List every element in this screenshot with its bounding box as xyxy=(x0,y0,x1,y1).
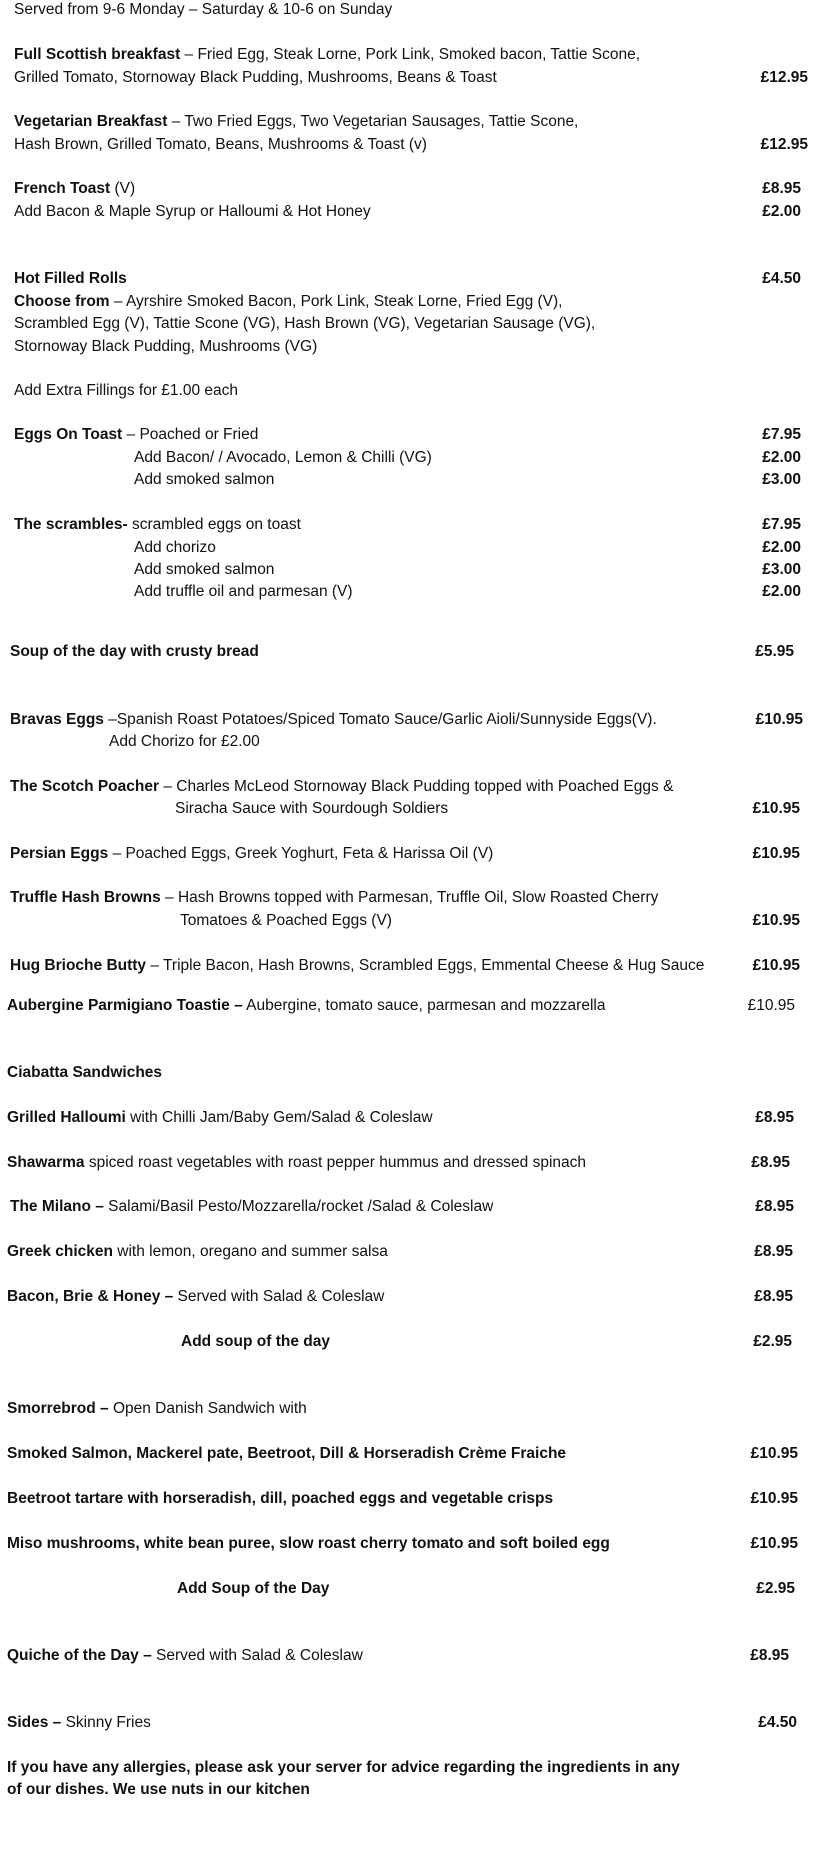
menu-item-persian-eggs xyxy=(10,844,493,864)
item-name: Bacon, Brie & Honey – xyxy=(7,1288,174,1305)
item-description: with Chilli Jam/Baby Gem/Salad & Coleslaw xyxy=(125,1109,433,1126)
item-description: – Ayrshire Smoked Bacon, Pork Link, Steak Lorne, Fried Egg (V), xyxy=(109,293,563,310)
menu-item-scrambles xyxy=(14,515,301,535)
item-price: £12.95 xyxy=(760,69,808,86)
rolls-extra-fillings: Add Extra Fillings for £1.00 each xyxy=(14,382,239,399)
menu-item-quiche xyxy=(7,1646,363,1666)
item-description: scrambled eggs on toast xyxy=(127,516,301,533)
item-name: The Scotch Poacher xyxy=(10,778,160,795)
menu-item-eggs-on-toast xyxy=(14,425,258,445)
item-description: –Spanish Roast Potatoes/Spiced Tomato Sauce/Garlic Aioli/Sunnyside Eggs(V). xyxy=(103,711,657,728)
item-addon: Add truffle oil and parmesan (V) xyxy=(134,583,353,600)
addon-price: £2.00 xyxy=(762,539,801,556)
item-price: £5.95 xyxy=(755,643,794,660)
menu-item-hug-brioche xyxy=(10,956,704,976)
item-price: £10.95 xyxy=(752,845,800,862)
item-description: – Charles McLeod Stornoway Black Pudding topped with Poached Eggs & xyxy=(159,778,674,795)
item-description-line: Scrambled Egg (V), Tattie Scone (VG), Hash Brown (VG), Vegetarian Sausage (VG), xyxy=(14,315,596,332)
menu-item-bravas-eggs xyxy=(10,710,657,730)
item-description: – Hash Browns topped with Parmesan, Truffle Oil, Slow Roasted Cherry xyxy=(160,889,659,906)
item-name: Quiche of the Day – xyxy=(7,1647,152,1664)
item-price: £8.95 xyxy=(754,1243,793,1260)
item-description-line: Stornoway Black Pudding, Mushrooms (VG) xyxy=(14,338,318,355)
item-name: French Toast xyxy=(14,180,111,197)
menu-item-french-toast xyxy=(14,179,135,199)
item-price: £7.95 xyxy=(762,516,801,533)
item-price: £8.95 xyxy=(750,1647,789,1664)
item-addon: Add Chorizo for £2.00 xyxy=(109,733,260,750)
item-price: £10.95 xyxy=(750,1535,798,1552)
menu-item-milano xyxy=(10,1197,493,1217)
item-price: £10.95 xyxy=(755,711,803,728)
menu-item-scotch-poacher xyxy=(10,777,673,797)
menu-item-smorrebrod xyxy=(7,1399,307,1419)
item-price: £7.95 xyxy=(762,426,801,443)
menu-item-sides xyxy=(7,1713,151,1733)
menu-item-vegetarian-breakfast xyxy=(14,112,578,132)
item-price: £8.95 xyxy=(755,1109,794,1126)
item-name: Eggs On Toast xyxy=(14,426,123,443)
addon-soup-of-the-day: Add soup of the day xyxy=(181,1333,330,1350)
item-addon: Add smoked salmon xyxy=(134,561,275,578)
item-price: £10.95 xyxy=(752,800,800,817)
addon-price: £3.00 xyxy=(762,561,801,578)
item-price: £8.95 xyxy=(754,1288,793,1305)
item-name: Truffle Hash Browns xyxy=(10,889,161,906)
item-addon: Add Bacon/ / Avocado, Lemon & Chilli (VG) xyxy=(134,449,432,466)
menu-item-greek-chicken xyxy=(7,1242,388,1262)
item-description: Aubergine, tomato sauce, parmesan and mozzarella xyxy=(242,997,606,1014)
menu-item-soup: Soup of the day with crusty bread xyxy=(10,643,259,660)
smorrebrod-option: Smoked Salmon, Mackerel pate, Beetroot, Dill & Horseradish Crème Fraiche xyxy=(7,1445,567,1462)
smorrebrod-option: Beetroot tartare with horseradish, dill, poached eggs and vegetable crisps xyxy=(7,1490,554,1507)
item-description: – Poached Eggs, Greek Yoghurt, Feta & Harissa Oil (V) xyxy=(108,845,494,862)
item-addon: Add chorizo xyxy=(134,539,216,556)
item-name: Grilled Halloumi xyxy=(7,1109,126,1126)
item-name: Sides – xyxy=(7,1714,62,1731)
item-addon: Add Bacon & Maple Syrup or Halloumi & Hot Honey xyxy=(14,203,371,220)
menu-item-truffle-hash-browns xyxy=(10,888,658,908)
item-description: spiced roast vegetables with roast pepper hummus and dressed spinach xyxy=(84,1154,586,1171)
addon-price: £3.00 xyxy=(762,471,801,488)
item-description-line: Hash Brown, Grilled Tomato, Beans, Mushrooms & Toast (v) xyxy=(14,136,427,153)
item-description: Salami/Basil Pesto/Mozzarella/rocket /Salad & Coleslaw xyxy=(103,1198,494,1215)
item-description: – Fried Egg, Steak Lorne, Pork Link, Smoked bacon, Tattie Scone, xyxy=(180,46,641,63)
item-name: The Milano – xyxy=(10,1198,104,1215)
choose-label: Choose from xyxy=(14,293,110,310)
menu-item-shawarma xyxy=(7,1153,586,1173)
addon-price: £2.00 xyxy=(762,583,801,600)
addon-soup-of-the-day: Add Soup of the Day xyxy=(177,1580,330,1597)
allergy-notice-line: of our dishes. We use nuts in our kitchen xyxy=(7,1781,310,1798)
item-price: £4.50 xyxy=(762,270,801,287)
menu-item-full-scottish xyxy=(14,45,640,65)
item-description: Skinny Fries xyxy=(61,1714,151,1731)
addon-price: £2.95 xyxy=(756,1580,795,1597)
item-name: Aubergine Parmigiano Toastie – xyxy=(7,997,243,1014)
rolls-choose-line xyxy=(14,292,562,312)
menu-item-aubergine-toastie xyxy=(7,996,605,1016)
item-name: Shawarma xyxy=(7,1154,85,1171)
item-name: Full Scottish breakfast xyxy=(14,46,181,63)
item-suffix: (V) xyxy=(110,180,136,197)
menu-item-bacon-brie-honey xyxy=(7,1287,384,1307)
item-description: Open Danish Sandwich with xyxy=(108,1400,307,1417)
item-price: £8.95 xyxy=(762,180,801,197)
item-price: £10.95 xyxy=(752,957,800,974)
item-name: Smorrebrod – xyxy=(7,1400,109,1417)
item-name: Bravas Eggs xyxy=(10,711,104,728)
item-description-line: Grilled Tomato, Stornoway Black Pudding, Mushrooms, Beans & Toast xyxy=(14,69,497,86)
item-description-line: Siracha Sauce with Sourdough Soldiers xyxy=(175,800,449,817)
allergy-notice-line: If you have any allergies, please ask your server for advice regarding the ingredients in any xyxy=(7,1759,680,1776)
item-addon: Add smoked salmon xyxy=(134,471,275,488)
item-name: The scrambles- xyxy=(14,516,128,533)
item-name: Persian Eggs xyxy=(10,845,109,862)
item-price: £10.95 xyxy=(750,1490,798,1507)
item-description-line: Tomatoes & Poached Eggs (V) xyxy=(180,912,392,929)
item-price: £10.95 xyxy=(747,997,795,1014)
item-price: £10.95 xyxy=(752,912,800,929)
item-name: Greek chicken xyxy=(7,1243,113,1260)
item-price: £10.95 xyxy=(750,1445,798,1462)
addon-price: £2.00 xyxy=(762,449,801,466)
addon-price: £2.00 xyxy=(762,203,801,220)
smorrebrod-option: Miso mushrooms, white bean puree, slow roast cherry tomato and soft boiled egg xyxy=(7,1535,610,1552)
serving-hours: Served from 9-6 Monday – Saturday & 10-6 on Sunday xyxy=(14,1,393,18)
item-description: – Two Fried Eggs, Two Vegetarian Sausages, Tattie Scone, xyxy=(167,113,579,130)
item-description: – Triple Bacon, Hash Browns, Scrambled Eggs, Emmental Cheese & Hug Sauce xyxy=(146,957,705,974)
menu-item-hot-filled-rolls: Hot Filled Rolls xyxy=(14,270,127,287)
item-description: – Poached or Fried xyxy=(122,426,259,443)
item-price: £12.95 xyxy=(760,136,808,153)
item-description: Served with Salad & Coleslaw xyxy=(173,1288,385,1305)
item-price: £8.95 xyxy=(751,1154,790,1171)
section-title-ciabatta: Ciabatta Sandwiches xyxy=(7,1064,163,1081)
menu-item-grilled-halloumi xyxy=(7,1108,433,1128)
addon-price: £2.95 xyxy=(753,1333,792,1350)
item-description: with lemon, oregano and summer salsa xyxy=(112,1243,388,1260)
item-price: £8.95 xyxy=(755,1198,794,1215)
item-description: Served with Salad & Coleslaw xyxy=(151,1647,363,1664)
item-price: £4.50 xyxy=(758,1714,797,1731)
item-name: Hug Brioche Butty xyxy=(10,957,147,974)
item-name: Vegetarian Breakfast xyxy=(14,113,168,130)
